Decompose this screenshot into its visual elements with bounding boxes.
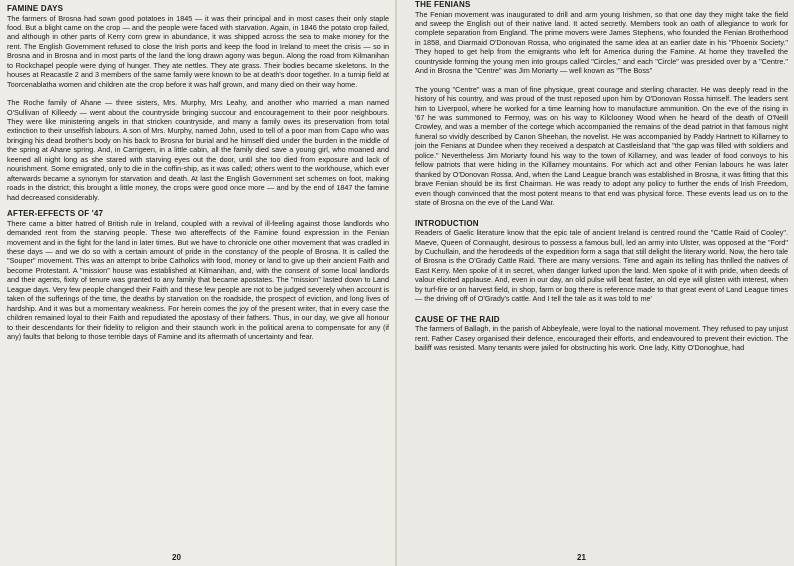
page-number: 20 bbox=[172, 553, 181, 562]
paragraph: There came a bitter hatred of British rule in Ireland, coupled with a revival of ill-feeling against those landlords who demanded rent from the starving people. These two aftereffects of the Famine found expression in the Fenian movement and in the fight for the land in later times. But we have to chronicle one other movement that was cradled in these days — and we do so with a certain amount of pride in the constancy of the people of Brosna. It is called the "Souper" movement. This was an attempt to bribe Catholics with food, money or land to give up their ancient Faith and become Protestant. A "mission" house was established at Kilmanihan, and, with the consent of some local landlords and their agents, fixity of tenure was granted to any family that became apostates. The "mission" lasted down to Land League days. Very few people changed their Faith and these few people are not to be judged severely when account is taken of the sufferings of the time, the deaths by starvation on the roadside, the prospect of eviction, and long lives of hardship. And it was but a momentary weakness. For herein comes the joy of the present writer, that in every case the children remained loyal to their Faith and repudiated the apostasy of their fathers. Thus, in our day, we give all honour to their descendants for their fidelity to religion and their staunch work in the political arena to compensate for any (if any) faults that belong to those terrible days of Famine and its aftermath of uncertainty and fear. bbox=[7, 218, 389, 342]
page-number: 21 bbox=[577, 553, 586, 562]
paragraph: The Roche family of Ahane — three sisters, Mrs. Murphy, Mrs Leahy, and another who married a man named O'Sullivan of Killeedy — went about the countryside bringing succour and encouragement to their poor neighbours. They were like ministering angels in that stricken countryside, and many a family owes its preservation from total extinction to their unselfish labours. A son of Mrs. Murphy, named John, used to tell of a poor man from Capo who was bringing his dead brother's body on his back to Brosna for burial and he himself died under the burden in the middle of the spring at Ahane spring. And, in Carrigeen, in a little cabin, all the family died save a young girl, who moaned and keened all night long as she stared with starving eyes out the door, until she too died from exposure and lack of nourishment. Some emigrated, only to die in the coffin-ship, as it was called; others went to the workhouse, which ever afterwards became a synonym for starvation and death. At last the English Government set schemes on foot, making roads in the district; this brought a little money, the crops were good once more — and by the end of 1847 the famine had decreased considerably. bbox=[7, 98, 389, 202]
section-heading-cause-of-raid: CAUSE OF THE RAID bbox=[415, 314, 500, 324]
paragraph: The farmers of Brosna had sown good potatoes in 1845 — it was their principal and in most cases their only staple food. But a blight came on the crop — and the people were faced with starvation. Again, in 1846 the potato crop failed, and although in other parts of Kerry corn grew in abundance, it was shipped across the sea to make money for the rent. The English Government refused to close the Irish ports and keep the food in Ireland to meet the crisis — so in Brosna and in Brosna and in most parts of the land the long drawn agony was begun. Along the road from Kilmanihan to Rockchapel people were dying of hunger. They ate nettles. They ate grass. Their bodies became skeletons. In the houses at Reacastle 2 and 3 members of the same family were known to be at death's door together. In a turnip field at Toorcenablatha women and children ate the crop before it was half grown, and many died on their way home. bbox=[7, 13, 389, 89]
right-page bbox=[397, 0, 794, 566]
paragraph: Readers of Gaelic literature know that the epic tale of ancient Ireland is centred round the "Cattle Raid of Cooley". Maeve, Queen of Connaught, desirous to possess a famous bull, led an army into Ulster, was opposed at the "Ford" by Cuchullain, and the herodeeds of the expedition form a saga that still delight the literary world. Now, the hero tale of Brosna is the O'Grady Cattle Raid. There are many versions. Time and again its telling has thrilled the natives of East Kerry. Men spoke of it in secret, when danger lurked upon the land. Men spoke of it with pride, when deeds of valour elicited applause. And, even in our day, an old pulse will beat faster, an old eye will glisten with interest, when by turf-fire or on harvest field, in shop, farm or bog there is reference made to that great event of Land League times — the driving off of O'Grady's cattle. And I tell the tale as it was told to me' bbox=[415, 228, 788, 304]
paragraph: The farmers of Ballagh, in the parish of Abbeyfeale, were loyal to the national movement. They refused to pay unjust rent. Father Casey organised their defence, encouraged their efforts, and endeavoured to prevent their eviction. The bailiff was resisted. Many tenants were jailed for obstructing his work. One lady, Kitty O'Donoghue, had bbox=[415, 324, 788, 353]
section-heading-introduction: INTRODUCTION bbox=[415, 218, 479, 228]
paragraph: The Fenian movement was inaugurated to drill and arm young Irishmen, so that one day they might take the field and sweep the English out of their native land. It acted secretly. Members took an oath of allegiance to work for complete separation from England. The prime movers were James Stephens, who founded the Fenian Brotherhood in 1858, and Diarmaid O'Donovan Rossa, who originated the same idea at an earlier date in his "Phoenix Society." They hoped to get help from the emigrants who left for America during the Famine. At home they travelled the countryside forming the young men into groups called "Circles," and each "Circle" was presided over by a "Centre." And in Brosna the "Centre" was Jim Moriarty — well known as "The Boss" bbox=[415, 9, 788, 76]
section-heading-after-effects: AFTER-EFFECTS OF '47 bbox=[7, 209, 104, 219]
paragraph: The young "Centre" was a man of fine physique, great courage and sterling character. He was deeply read in the history of his country, and was proud of the trust reposed upon him by O'Donovan Rossa himself. The leaders sent him to Liverpool, where he worked for a time learning how to manufacture ammunition. On the eve of the rising in '67 he was summoned to Fermoy, was on his way to Kilclooney Wood when he heard of the death of O'Neill Crowley, and was a member of the cortege which accompanied the remains of the dead patriot in that famous night funeral so vividly described by Canon Sheehan, the novelist. He was accompanied by Paddy Hartnett to Killarney to join the Fenians at Dundee when they received a despatch at Castleisland that "the gap was filled with soldiers and police." Nevertheless Jim Moriarty found his way to the town of Killarney, and was leader of food convoys to his fellow patriots that were hiding in the Killarney mountains. For which act and other Fenian labours he was later thanked by O'Donovan Rossa. And, when the Land League branch was established in Brosna, it was fitting that this brave Fenian should be its first Chairman. He was ready to adopt any policy to further the ends of Irish Freedom, even though convinced that the most potent means to that end was physical force. These events lead us on to the state of Brosna on the eve of the Land War. bbox=[415, 84, 788, 208]
section-heading-famine-days: FAMINE DAYS bbox=[7, 4, 64, 13]
section-heading-fenians: THE FENIANS bbox=[415, 0, 471, 9]
